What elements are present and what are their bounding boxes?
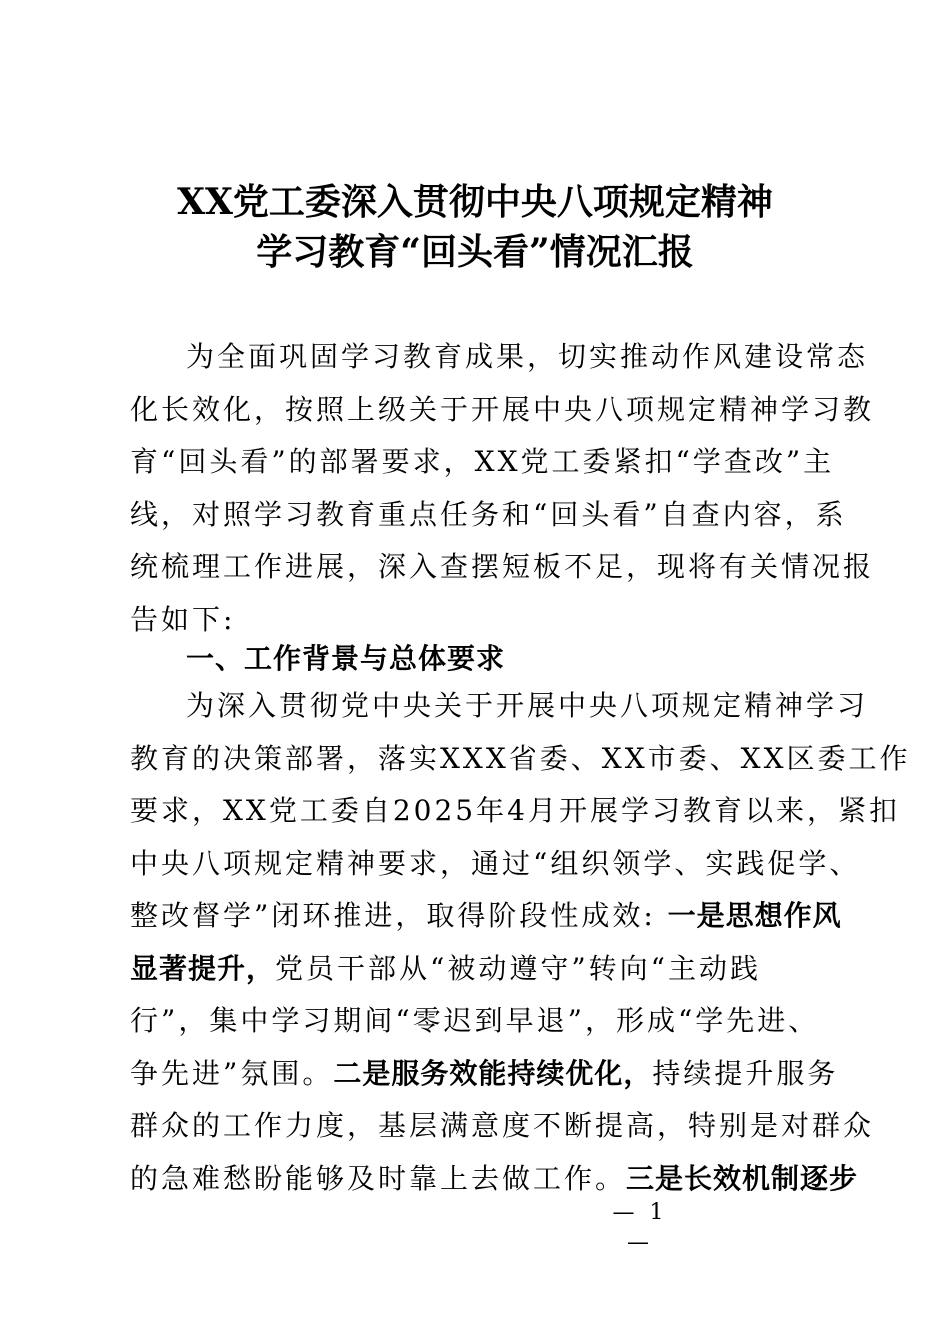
paragraph-text: 持续提升服务: [652, 1056, 839, 1090]
intro-line: 为全面巩固学习教育成果，切实推动作风建设常态: [186, 340, 869, 373]
section-heading-text: 一、工作背景与总体要求: [186, 642, 506, 675]
document-title-line-1: XX党工委深入贯彻中央八项规定精神: [177, 181, 773, 223]
paragraph-line: 中央八项规定精神要求，通过“组织领学、实践促学、: [130, 846, 861, 880]
intro-paragraph: [130, 331, 875, 646]
paragraph-line: 教育的决策部署，落实XXX省委、XX市委、XX区委工作: [130, 741, 911, 775]
intro-line: 育“回头看”的部署要求，XX党工委紧扣“学查改”主: [130, 445, 835, 478]
paragraph-line: 行”，集中学习期间“零迟到早退”，形成“学先进、: [130, 1004, 820, 1037]
paragraph-line: 要求，XX党工委自2025年4月开展学习教育以来，紧扣: [130, 794, 900, 827]
intro-line: 告如下:: [130, 602, 236, 636]
paragraph-line: 为深入贯彻党中央关于开展中央八项规定精神学习: [186, 689, 869, 722]
paragraph-line: [130, 943, 820, 996]
intro-line: 线，对照学习教育重点任务和“回头看”自查内容，系: [130, 497, 847, 531]
paragraph-line: [130, 1048, 839, 1101]
section-1-paragraph: [130, 680, 911, 1205]
highlight-point-2: 二是服务效能持续优化，: [333, 1056, 653, 1090]
paragraph-line: [130, 890, 842, 943]
paragraph-text: 党员干部从“被动遵守”转向“主动践: [275, 951, 761, 985]
intro-line: 化长效化，按照上级关于开展中央八项规定精神学习教: [130, 392, 875, 426]
paragraph-line: 群众的工作力度，基层满意度不断提高，特别是对群众: [130, 1109, 875, 1142]
section-1-heading: [130, 633, 820, 686]
highlight-point-1-cont: 显著提升，: [130, 951, 276, 985]
highlight-point-1: 一是思想作风: [667, 899, 842, 932]
paragraph-text: 的急难愁盼能够及时靠上去做工作。: [130, 1161, 627, 1195]
intro-line: 统梳理工作进展，深入查摆短板不足，现将有关情况报: [130, 550, 875, 583]
paragraph-text: 争先进”氛围。: [130, 1056, 334, 1090]
highlight-point-3: 三是长效机制逐步: [626, 1161, 859, 1195]
paragraph-line: [130, 1153, 859, 1206]
page-number: — 1 —: [612, 1200, 668, 1255]
document-title-line-2: 学习教育“回头看”情况汇报: [256, 231, 694, 273]
paragraph-text: 整改督学”闭环推进，取得阶段性成效:: [130, 899, 668, 932]
